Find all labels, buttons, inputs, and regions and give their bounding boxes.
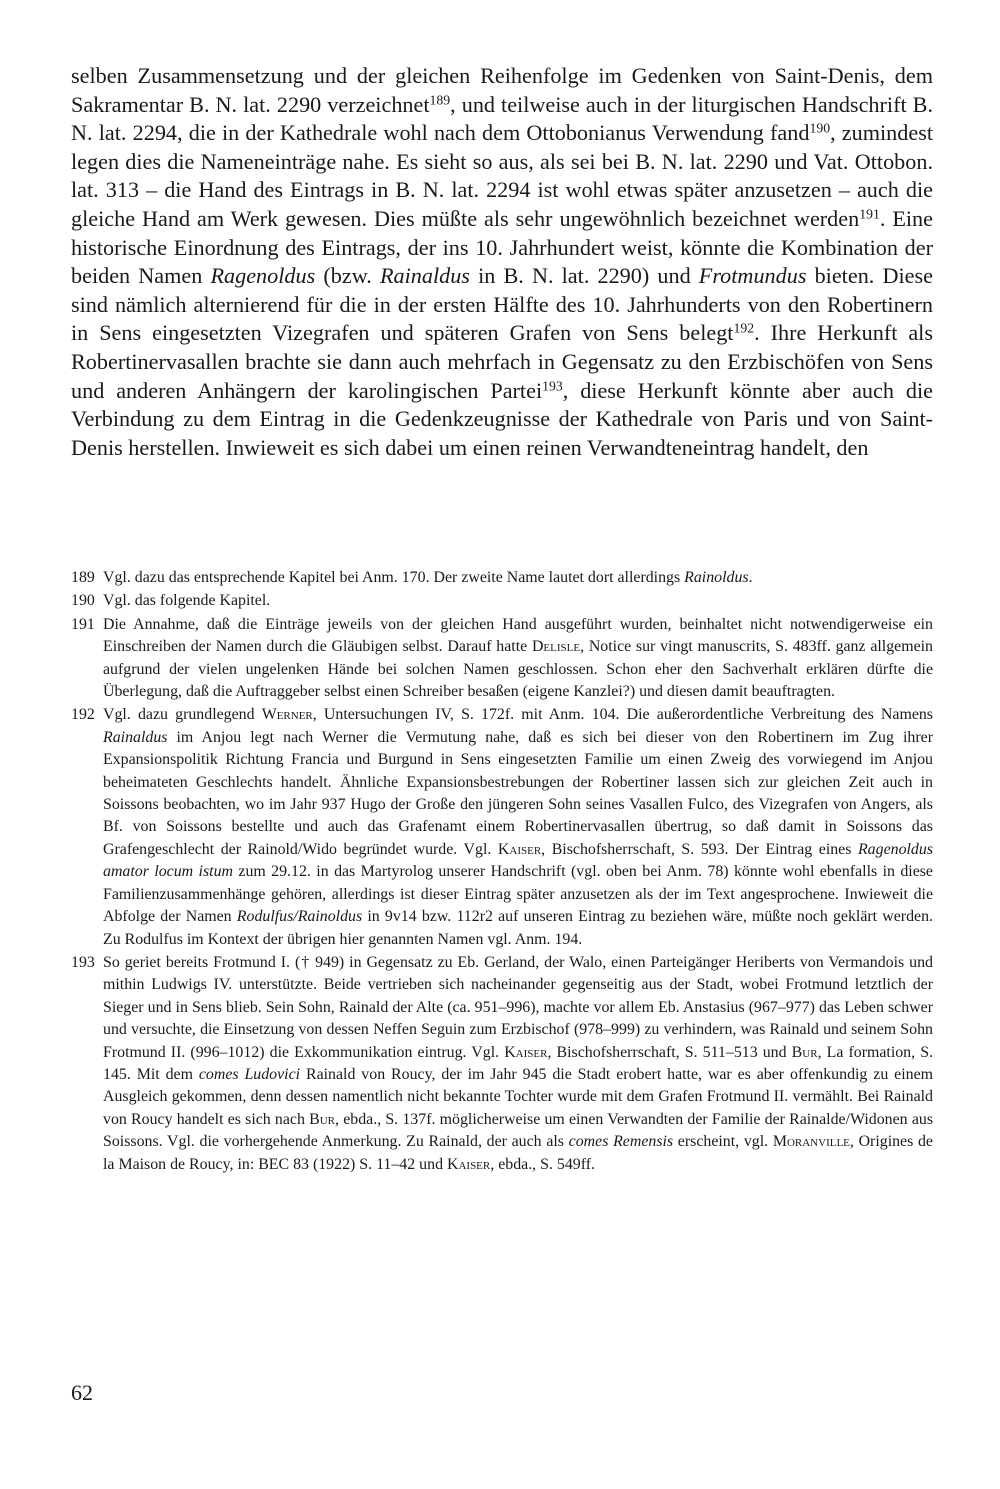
- footnote-text: Die Annahme, daß die Einträge jeweils von der gleichen Hand ausgeführt wurden, beinhaltet nicht notwendigerweise ein Einschreiben der Namen durch die Gläubigen selbst. Darauf hatte Delisle, Notice sur vingt manuscrits, S. 483ff. ganz allgemein aufgrund der vielen ungelenken Hände bei solchen Namen geschlossen. Schon eher den Sachverhalt erklären dürfte die Überlegung, daß die Auftraggeber selbst einen Schreiber besaßen (eigene Kanzlei?) und diesen damit beauftragten.: [103, 615, 933, 701]
- footnote-number: 192: [71, 706, 95, 724]
- footnote-text: Vgl. dazu das entsprechende Kapitel bei Anm. 170. Der zweite Name lautet dort allerdings Rainoldus.: [103, 569, 753, 586]
- page-number: 62: [71, 1380, 93, 1405]
- footnote: [71, 590, 933, 612]
- footnote: [71, 567, 933, 589]
- footnote: [71, 952, 933, 1176]
- footnote: [71, 614, 933, 704]
- main-text: selben Zusammensetzung und der gleichen Reihenfolge im Gedenken von Saint-Denis, dem Sakramentar B. N. lat. 2290 verzeichnet$^{189}$, und teilweise auch in der liturgischen Handschrift B. N. lat. 2294, die in der Kathedrale wohl nach dem Ottobonianus Verwendung fand$^{190}$, zumindest legen dies die Nameneinträge nahe. Es sieht so aus, als sei bei B. N. lat. 2290 und Vat. Ottobon. lat. 313 – die Hand des Eintrags in B. N. lat. 2294 ist wohl etwas später anzusetzen – auch die gleiche Hand am Werk gewesen. Dies müßte als sehr ungewöhnlich bezeichnet werden$^{191}$. Eine historische Einordnung des Eintrags, der ins 10. Jahrhundert weist, könnte die Kombination der beiden Namen Ragenoldus (bzw. Rainaldus in B. N. lat. 2290) und Frotmundus bieten. Diese sind nämlich alternierend für die in der ersten Hälfte des 10. Jahrhunderts von den Robertinern in Sens eingesetzten Vizegrafen und späteren Grafen von Sens belegt$^{192}$. Ihre Herkunft als Robertinervasallen brachte sie dann auch mehrfach in Gegensatz zu den Erzbischöfen von Sens und anderen Anhängern der karolingischen Partei$^{193}$, diese Herkunft könnte aber auch die Verbindung zu dem Eintrag in die Gedenkzeugnisse der Kathedrale von Paris und von Saint-Denis herstellen. Inwieweit es sich dabei um einen reinen Verwandteneintrag handelt, den: [71, 63, 933, 460]
- footnote: [71, 704, 933, 950]
- footnotes: [71, 567, 933, 1177]
- footnote-text: Vgl. dazu grundlegend Werner, Untersuchungen IV, S. 172f. mit Anm. 104. Die außerordentliche Verbreitung des Namens Rainaldus im Anjou legt nach Werner die Vermutung nahe, daß es sich bei dieser von den Robertinern im Zug ihrer Expansionspolitik Richtung Francia und Burgund in Sens eingesetzten Familie um einen Zweig des vorwiegend im Anjou beheimateten Geschlechts handelt. Ähnliche Expansionsbestrebungen der Robertiner lassen sich zur gleichen Zeit auch in Soissons beobachten, wo im Jahr 937 Hugo der Große den jüngeren Sohn seines Vasallen Fulco, des Vizegrafen von Angers, als Bf. von Soissons bestellte und auch das Grafenamt einem Robertinervasallen übertrug, so daß damit in Soissons das Grafengeschlecht der Rainold/Wido begründet wurde. Vgl. Kaiser, Bischofsherrschaft, S. 593. Der Eintrag eines Ragenoldus amator locum istum zum 29.12. in das Martyrolog unserer Handschrift (vgl. oben bei Anm. 78) könnte wohl ebenfalls in diese Familienzusammenhänge gehören, allerdings ist dieser Eintrag später anzusetzen als der im Text angesprochene. Inwieweit die Abfolge der Namen Rodulfus/Rainoldus in 9v14 bzw. 112r2 auf unseren Eintrag zu beziehen wäre, müßte noch geklärt werden. Zu Rodulfus im Kontext der übrigen hier genannten Namen vgl. Anm. 194.: [103, 706, 933, 948]
- footnote-number: 191: [71, 615, 95, 633]
- footnote-number: 189: [71, 569, 95, 586]
- footnote-number: 193: [71, 953, 95, 971]
- footnote-text: So geriet bereits Frotmund I. († 949) in Gegensatz zu Eb. Gerland, der Walo, einen Parteigänger Heriberts von Vermandois und mithin Ludwigs IV. unterstützte. Beide vertrieben sich nacheinander gegenseitig aus der Stadt, wobei Frotmund letztlich der Sieger und in Sens blieb. Sein Sohn, Rainald der Alte (ca. 951–996), machte vor allem Eb. Anstasius (967–977) das Leben schwer und versuchte, die Einsetzung von dessen Neffen Seguin zum Erzbischof (978–999) zu verhindern, was Rainald und seinem Sohn Frotmund II. (996–1012) die Exkommunikation eintrug. Vgl. Kaiser, Bischofsherrschaft, S. 511–513 und Bur, La formation, S. 145. Mit dem comes Ludovici Rainald von Roucy, der im Jahr 945 die Stadt erobert hatte, war es aber offenkundig zu einem Ausgleich gekommen, denn dessen namentlich nicht bekannte Tochter wurde mit dem Grafen Frotmund II. vermählt. Bei Rainald von Roucy handelt es sich nach Bur, ebda., S. 137f. möglicherweise um einen Verwandten der Familie der Rainalde/Widonen aus Soissons. Vgl. die vorhergehende Anmerkung. Zu Rainald, der auch als comes Remensis erscheint, vgl. Moranville, Origines de la Maison de Roucy, in: BEC 83 (1922) S. 11–42 und Kaiser, ebda., S. 549ff.: [103, 953, 934, 1173]
- footnote-text: Vgl. das folgende Kapitel.: [103, 592, 271, 610]
- footnote-number: 190: [71, 592, 95, 610]
- page-body: [71, 62, 933, 462]
